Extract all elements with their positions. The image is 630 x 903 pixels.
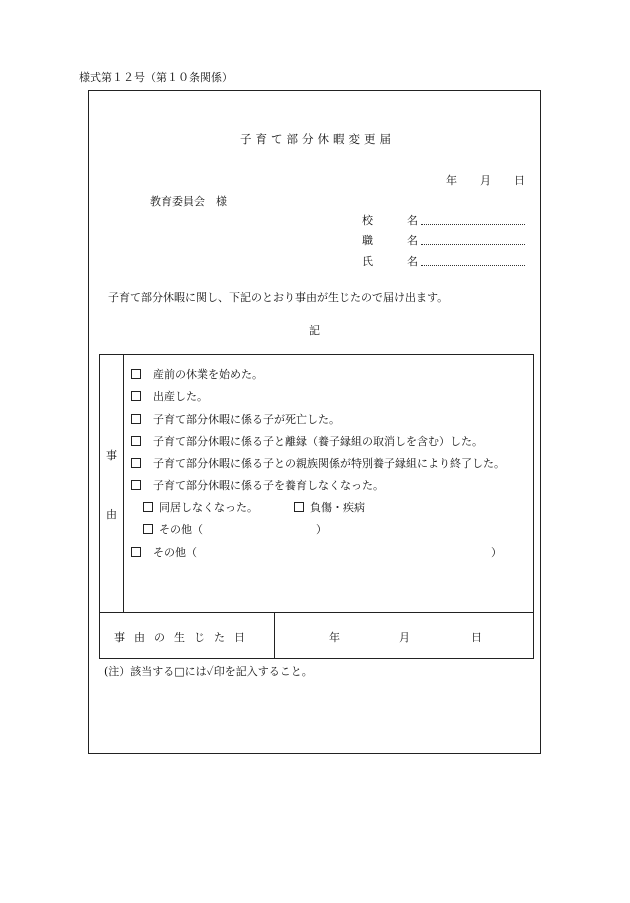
- occurrence-month-label: 月: [399, 631, 410, 644]
- reason-text: 子育て部分休暇に係る子と離縁（養子縁組の取消しを含む）した。: [153, 435, 483, 448]
- form-title: 子育て部分休暇変更届: [240, 132, 395, 146]
- reason-item[interactable]: [131, 433, 483, 449]
- checkbox[interactable]: [131, 458, 141, 468]
- occurrence-label: 事由の生じた日: [114, 631, 254, 644]
- table-row-divider: [99, 612, 534, 613]
- school-label-2: 名: [407, 214, 418, 227]
- sub-reason-text: 同居しなくなった。: [159, 501, 258, 514]
- date-year-label: 年: [446, 174, 457, 187]
- school-name-field[interactable]: [421, 224, 525, 225]
- date-month-label: 月: [480, 174, 491, 187]
- full-name-field[interactable]: [421, 265, 525, 266]
- checkbox[interactable]: [131, 547, 141, 557]
- checkbox[interactable]: [131, 391, 141, 401]
- ki-label: 記: [309, 324, 320, 337]
- reason-label-divider: [123, 354, 124, 612]
- sub-reason-text: その他（: [159, 523, 203, 536]
- sub-reason-injury[interactable]: [294, 499, 365, 515]
- position-label-2: 名: [407, 234, 418, 247]
- sub-reason-other-close: ）: [316, 523, 327, 536]
- form-number: 様式第１２号（第１０条関係）: [79, 71, 233, 84]
- reason-text: 子育て部分休暇に係る子を養育しなくなった。: [153, 479, 384, 492]
- other-text: その他（: [153, 546, 197, 559]
- reason-item[interactable]: [131, 366, 263, 382]
- reason-text: 子育て部分休暇に係る子が死亡した。: [153, 413, 340, 426]
- reason-label-1: 事: [106, 449, 117, 462]
- reason-item[interactable]: [131, 477, 384, 493]
- occurrence-year-label: 年: [329, 631, 340, 644]
- position-label-1: 職: [362, 234, 373, 247]
- reason-other-close: ）: [491, 546, 502, 559]
- date-col-divider: [274, 612, 275, 659]
- reason-other[interactable]: [131, 544, 197, 560]
- reason-text: 産前の休業を始めた。: [153, 368, 263, 381]
- sub-reason-other[interactable]: [143, 521, 203, 537]
- checkbox[interactable]: [143, 502, 153, 512]
- checkbox[interactable]: [131, 414, 141, 424]
- addressee: 教育委員会 様: [150, 195, 227, 208]
- name-label-2: 名: [407, 255, 418, 268]
- reason-text: 出産した。: [153, 390, 208, 403]
- reason-item[interactable]: [131, 411, 340, 427]
- statement: 子育て部分休暇に関し、下記のとおり事由が生じたので届け出ます。: [108, 291, 449, 304]
- date-day-label: 日: [514, 174, 525, 187]
- occurrence-day-label: 日: [471, 631, 482, 644]
- reason-text: 子育て部分休暇に係る子との親族関係が特別養子縁組により終了した。: [153, 457, 505, 470]
- checkbox[interactable]: [294, 502, 304, 512]
- sub-reason-no-cohabit[interactable]: [143, 499, 258, 515]
- note: (注）該当する□には✓印を記入すること。: [104, 665, 313, 678]
- reason-label-2: 由: [106, 508, 117, 521]
- checkbox[interactable]: [143, 524, 153, 534]
- school-label-1: 校: [362, 214, 373, 227]
- checkbox[interactable]: [131, 480, 141, 490]
- sub-reason-text: 負傷・疾病: [310, 501, 365, 514]
- position-name-field[interactable]: [421, 244, 525, 245]
- reason-item[interactable]: [131, 455, 505, 471]
- name-label-1: 氏: [362, 255, 373, 268]
- checkbox[interactable]: [131, 436, 141, 446]
- reason-item[interactable]: [131, 388, 208, 404]
- checkbox[interactable]: [131, 369, 141, 379]
